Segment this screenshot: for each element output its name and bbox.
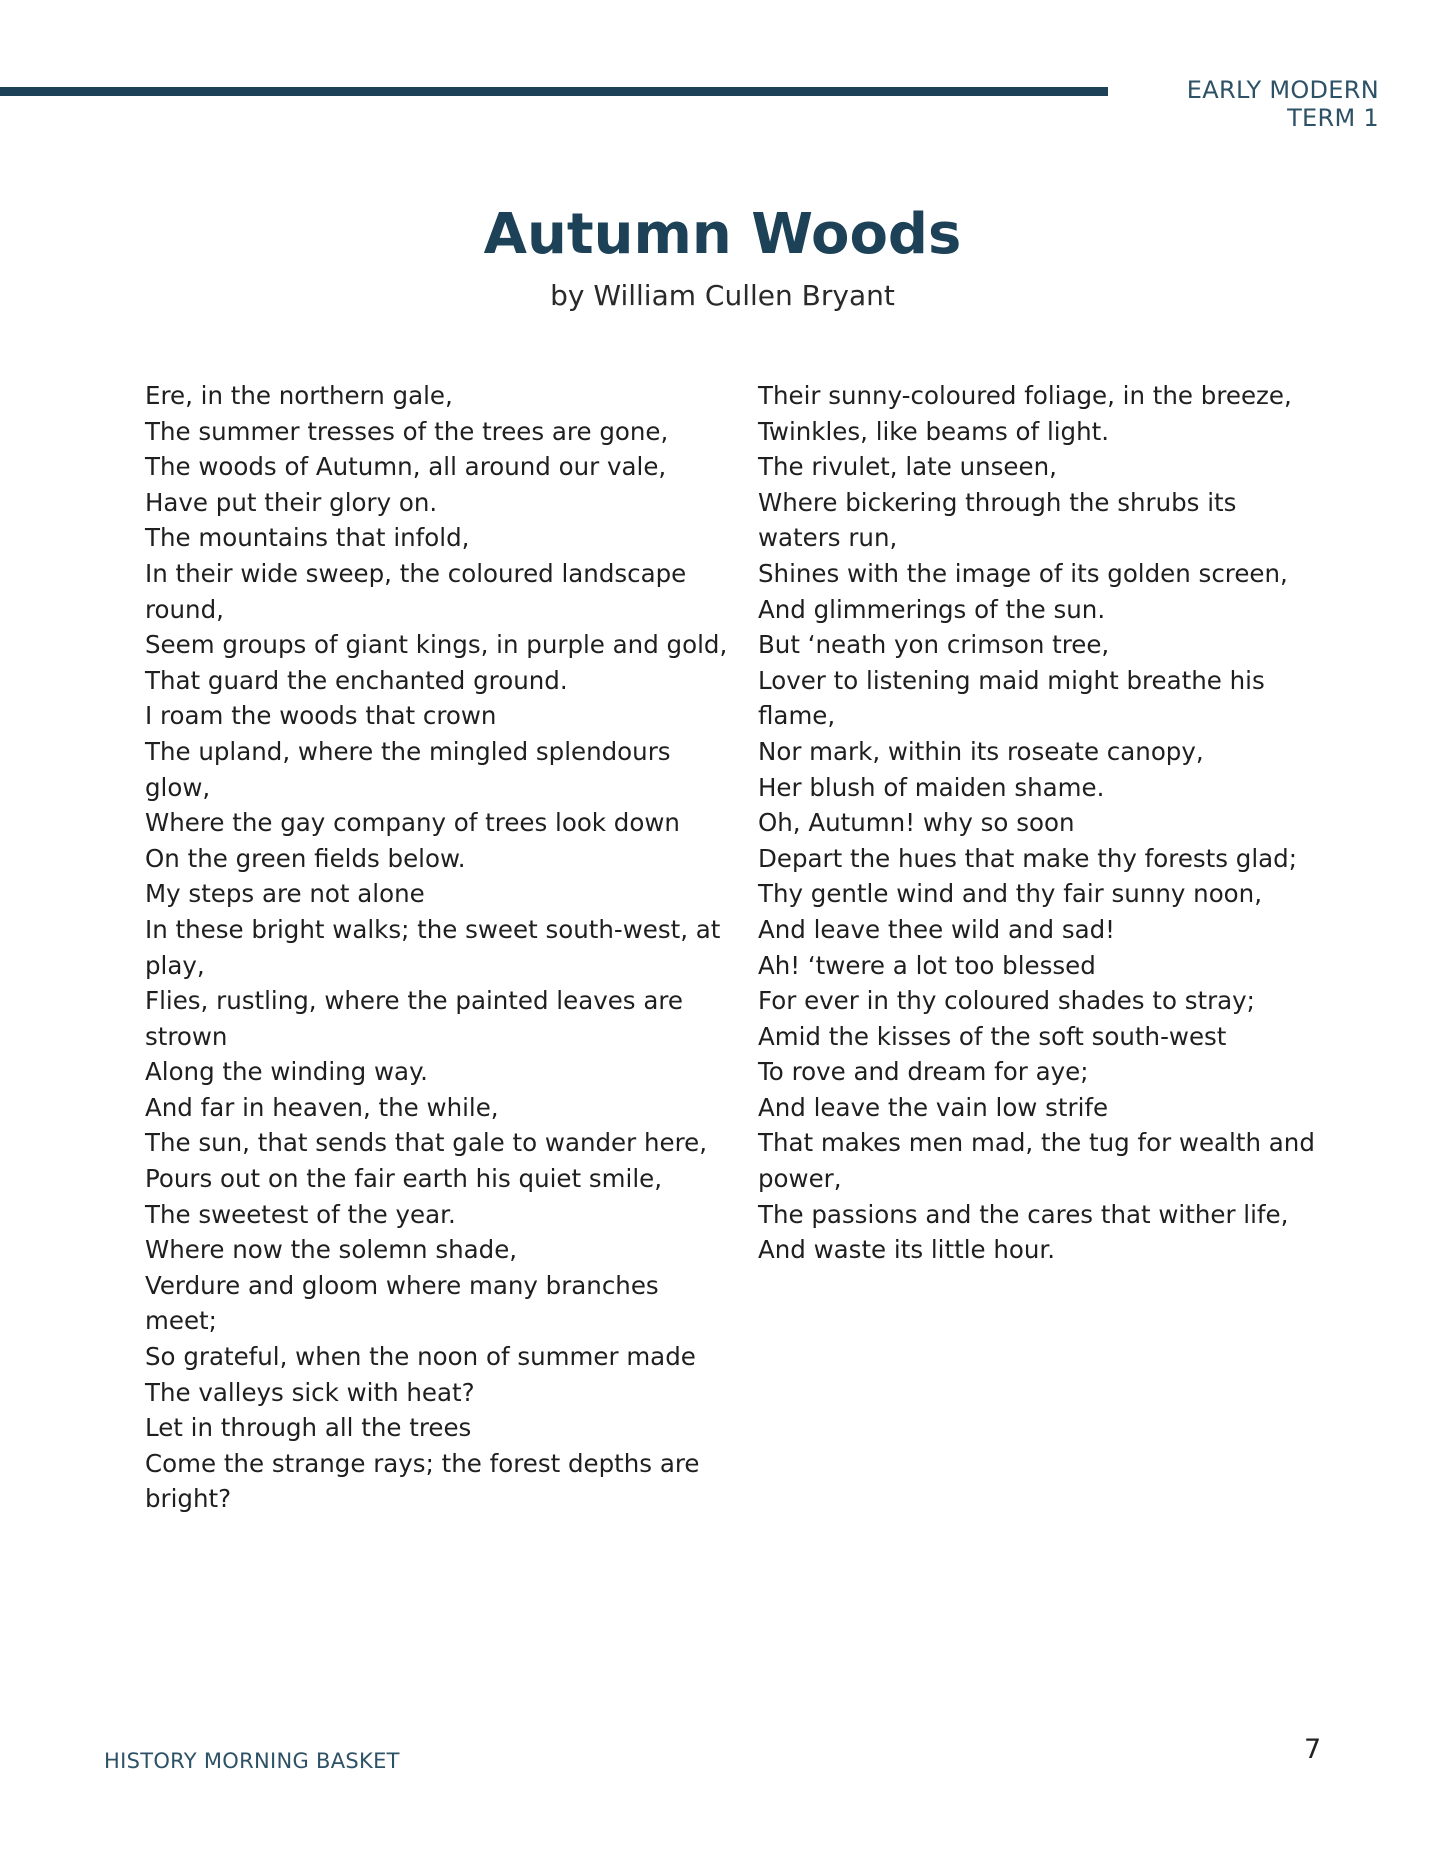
poem-line: On the green fields below. <box>145 843 466 873</box>
header-rule <box>0 87 1108 96</box>
poem-line: The valleys sick with heat? <box>145 1377 475 1407</box>
poem-author: by William Cullen Bryant <box>550 279 895 312</box>
poem-line: play, <box>145 950 205 980</box>
poem-line: Where now the solemn shade, <box>145 1235 518 1265</box>
poem-line: Along the winding way. <box>145 1057 428 1087</box>
poem-line: Where the gay company of trees look down <box>145 808 680 838</box>
poem-line: Shines with the image of its golden screen, <box>758 558 1288 588</box>
poem-line: And waste its little hour. <box>758 1235 1056 1265</box>
poem-line: glow, <box>145 772 211 802</box>
poem-line: The sweetest of the year. <box>145 1199 456 1229</box>
poem-line: So grateful, when the noon of summer made <box>145 1342 696 1372</box>
poem-line: The sun, that sends that gale to wander here, <box>145 1128 707 1158</box>
poem-line: For ever in thy coloured shades to stray; <box>758 986 1255 1016</box>
poem-line: Ah! ‘twere a lot too blessed <box>758 950 1096 980</box>
poem-line: To rove and dream for aye; <box>758 1057 1089 1087</box>
poem-line: meet; <box>145 1306 217 1336</box>
poem-line: The upland, where the mingled splendours <box>145 736 671 766</box>
poem-line: Come the strange rays; the forest depths are <box>145 1448 700 1478</box>
poem-line: Twinkles, like beams of light. <box>758 416 1110 446</box>
poem-line: Let in through all the trees <box>145 1413 472 1443</box>
poem-line: Flies, rustling, where the painted leaves are <box>145 986 683 1016</box>
poem-line: Her blush of maiden shame. <box>758 772 1105 802</box>
poem-line: That makes men mad, the tug for wealth and <box>758 1128 1315 1158</box>
header-term: TERM 1 <box>1287 104 1379 132</box>
poem-line: In their wide sweep, the coloured landscape <box>145 558 687 588</box>
page-number: 7 <box>1304 1734 1322 1765</box>
poem-line: Seem groups of giant kings, in purple and gold, <box>145 630 728 660</box>
poem-line: power, <box>758 1164 842 1194</box>
poem-line: That guard the enchanted ground. <box>145 665 568 695</box>
poem-line: And leave the vain low strife <box>758 1092 1109 1122</box>
page-title: Autumn Woods <box>483 202 962 267</box>
poem-line: Verdure and gloom where many branches <box>145 1270 659 1300</box>
poem-line: round, <box>145 594 224 624</box>
poem-line: Thy gentle wind and thy fair sunny noon, <box>758 879 1262 909</box>
poem-line: Pours out on the fair earth his quiet smile, <box>145 1164 662 1194</box>
poem-line: Have put their glory on. <box>145 487 438 517</box>
poem-line: In these bright walks; the sweet south-west, at <box>145 914 721 944</box>
poem-line: The passions and the cares that wither life, <box>758 1199 1289 1229</box>
footer-label: HISTORY MORNING BASKET <box>104 1749 400 1773</box>
poem-line: Nor mark, within its roseate canopy, <box>758 736 1204 766</box>
poem-line: flame, <box>758 701 836 731</box>
poem-line: Where bickering through the shrubs its <box>758 487 1237 517</box>
poem-line: strown <box>145 1021 228 1051</box>
poem-line: And glimmerings of the sun. <box>758 594 1106 624</box>
poem-line: The summer tresses of the trees are gone, <box>145 416 669 446</box>
poem-line: Amid the kisses of the soft south-west <box>758 1021 1227 1051</box>
poem-line: My steps are not alone <box>145 879 425 909</box>
header-period: EARLY MODERN <box>1186 76 1379 104</box>
poem-line: Their sunny-coloured foliage, in the breeze, <box>758 381 1292 410</box>
poem-line: Oh, Autumn! why so soon <box>758 808 1075 838</box>
poem-line: And far in heaven, the while, <box>145 1092 499 1122</box>
poem-line: The woods of Autumn, all around our vale, <box>145 452 667 482</box>
poem-line: The mountains that infold, <box>145 523 470 553</box>
poem-line: Depart the hues that make thy forests glad; <box>758 843 1297 873</box>
poem-line: The rivulet, late unseen, <box>758 452 1057 482</box>
poem-line: I roam the woods that crown <box>145 701 497 731</box>
poem-line: Ere, in the northern gale, <box>145 381 453 410</box>
poem-line: But ‘neath yon crimson tree, <box>758 630 1110 660</box>
poem-line: bright? <box>145 1484 232 1514</box>
poem-column-right <box>758 378 1348 1268</box>
poem-line: And leave thee wild and sad! <box>758 914 1115 944</box>
poem-line: Lover to listening maid might breathe his <box>758 665 1265 695</box>
header-label <box>1187 76 1379 132</box>
poem-column-left <box>145 378 728 1517</box>
poem-line: waters run, <box>758 523 898 553</box>
